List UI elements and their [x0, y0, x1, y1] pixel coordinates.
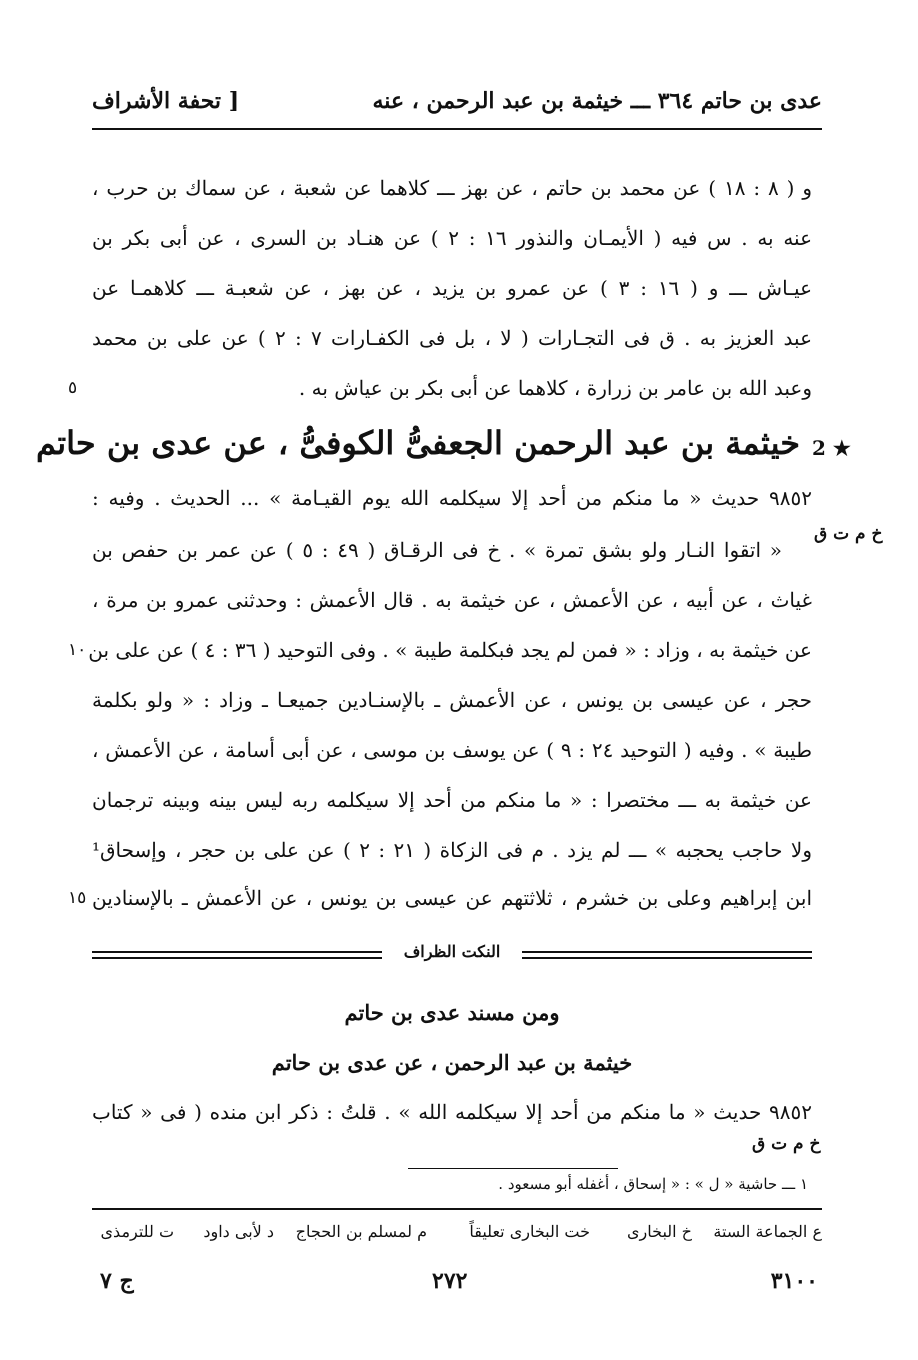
body-line: عبد العزيز به . ق فى التجـارات ( لا ، بل فى الكفـارات ٧ : ٢ ) عن على بن محمد — [92, 326, 813, 350]
legend-item: ع الجماعة الستة — [713, 1222, 822, 1241]
siglum-marker: خ م ت ق — [752, 1134, 821, 1154]
body-line: و ( ٨ : ١٨ ) عن محمد بن حاتم ، عن بهز ـــ كلاهما عن شعبة ، عن سماك بن حرب ، — [92, 176, 812, 200]
line-number-margin: ٥ — [68, 378, 78, 398]
line-number-margin: ١٠ — [68, 640, 87, 660]
legend-item: م لمسلم بن الحجاج — [295, 1222, 427, 1241]
sigla-legend — [92, 1222, 822, 1252]
hadith-line: ولا حاجب يحجبه » ـــ لم يزد . م فى الزكاة ( ٢١ : ٢ ) عن على بن حجر ، وإسحاق¹ — [92, 838, 812, 862]
hadith-line: عن خيثمة به ـــ مختصرا : « ما منكم من أحد إلا سيكلمه ربه ليس بينه وبينه ترجمان — [92, 788, 812, 812]
hadith-line: غياث ، عن أبيه ، عن الأعمش ، عن خيثمة به . قال الأعمش : وحدثنى عمرو بن مرة ، — [92, 588, 812, 612]
book-title: [ تحفة الأشراف — [92, 88, 240, 114]
hadith-line: « اتقوا النـار ولو بشق تمرة » . خ فى الرقـاق ( ٤٩ : ٥ ) عن عمر بن حفص بن — [92, 538, 783, 562]
entry-marker: 2 ★ — [812, 436, 851, 460]
divider-bar-right — [522, 951, 812, 959]
nukat-heading: ومن مسند عدى بن حاتم — [344, 1000, 560, 1025]
hadith-line: طيبة » . وفيه ( التوحيد ٢٤ : ٩ ) عن يوسف بن موسى ، عن أبى أسامة ، عن الأعمش ، — [92, 738, 812, 762]
line-number-margin: ١٥ — [68, 888, 87, 908]
legend-item: ت للترمذى — [100, 1222, 174, 1241]
hadith-line: ٩٨٥٢ حديث « ما منكم من أحد إلا سيكلمه الله يوم القيـامة » ... الحديث . وفيه : — [92, 486, 812, 510]
running-title: عدى بن حاتم ٣٦٤ ـــ خيثمة بن عبد الرحمن ، عنه — [372, 88, 822, 114]
page-number: ٢٧٢ — [432, 1268, 468, 1294]
divider-title: النكت الظراف — [398, 942, 507, 961]
nukat-divider — [92, 942, 812, 972]
volume-number: ج ٧ — [100, 1268, 134, 1294]
siglum-marker: خ م ت ق — [814, 524, 883, 544]
legend-item: خت البخارى تعليقاً — [469, 1222, 590, 1241]
header-rule — [92, 128, 822, 130]
footnote: ١ ـــ حاشية « ل » : « إسحاق ، أغفله أبو مسعود . — [498, 1175, 808, 1193]
legend-item: خ البخارى — [626, 1222, 692, 1241]
legend-item: د لأبى داود — [203, 1222, 274, 1241]
divider-bar-left — [92, 951, 382, 959]
hadith-line: حجر ، عن عيسى بن يونس ، عن الأعمش ـ بالإسنـادين جميعـا ـ وزاد : « ولو بكلمة — [92, 688, 812, 712]
body-line: وعبد الله بن عامر بن زرارة ، كلاهما عن أبى بكر بن عياش به . — [298, 376, 812, 400]
running-header — [92, 84, 822, 124]
body-line: عيـاش ـــ و ( ١٦ : ٣ ) عن عمرو بن يزيد ، عن بهز ، عن شعبـة ـــ كلاهمـا عن — [92, 276, 813, 300]
footnote-rule — [408, 1168, 618, 1169]
hadith-line: عن خيثمة به ، وزاد : « فمن لم يجد فبكلمة طيبة » . وفى التوحيد ( ٣٦ : ٤ ) عن على بن — [88, 638, 812, 662]
legend-rule — [92, 1208, 822, 1210]
section-heading: خيثمة بن عبد الرحمن الجعفىُّ الكوفىُّ ، عن عدى بن حاتم — [35, 424, 800, 462]
nukat-line: ٩٨٥٢ حديث « ما منكم من أحد إلا سيكلمه الله » . قلتُ : ذكر ابن منده ( فى « كتاب — [92, 1100, 812, 1124]
hadith-line: ابن إبراهيم وعلى بن خشرم ، ثلاثتهم عن عيسى بن يونس ، عن الأعمش ـ بالإسنادين — [92, 886, 812, 910]
nukat-subheading: خيثمة بن عبد الرحمن ، عن عدى بن حاتم — [271, 1050, 633, 1075]
body-line: عنه به . س فيه ( الأيمـان والنذور ١٦ : ٢ ) عن هنـاد بن السرى ، عن أبى بكر بن — [92, 226, 813, 250]
serial-number: ٣١٠٠ — [770, 1268, 818, 1294]
